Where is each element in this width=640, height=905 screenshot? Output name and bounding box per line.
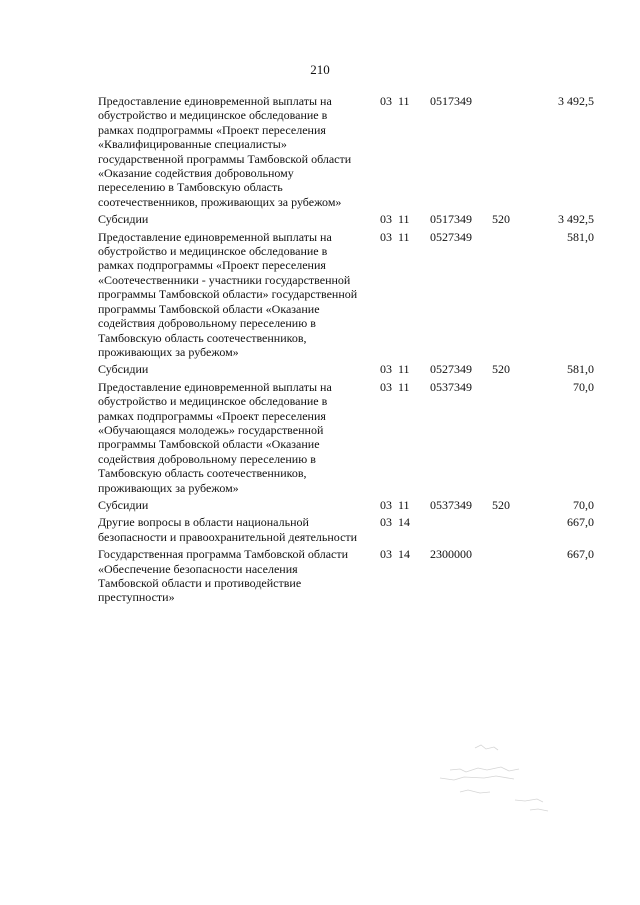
- row-name: Субсидии: [98, 212, 149, 227]
- row-expense-type: 520: [492, 212, 510, 227]
- row-expense-type: [492, 515, 536, 547]
- table-row: [98, 498, 594, 515]
- table-row: [98, 94, 594, 212]
- row-name: Субсидии: [98, 362, 149, 377]
- row-expense-type: [492, 94, 536, 212]
- table-row: [98, 212, 594, 229]
- row-section: 03 14: [380, 547, 410, 562]
- row-amount: 70,0: [573, 379, 594, 394]
- row-amount: 667,0: [567, 547, 594, 562]
- row-name: Государственная программа Тамбовской области «Обеспечение безопасности населения Тамбовской области и противодействие преступности»: [98, 547, 349, 605]
- row-expense-type: [492, 230, 536, 363]
- table-row: [98, 362, 594, 379]
- row-amount: 581,0: [567, 229, 594, 244]
- row-amount: 3 492,5: [558, 212, 594, 227]
- row-expense-type: [492, 547, 536, 608]
- row-section: 03 11: [380, 229, 410, 244]
- row-section: 03 11: [380, 362, 410, 377]
- row-name: Предоставление единовременной выплаты на обустройство и медицинское обследование в рамках подпрограммы «Проект переселения «Квалифицированные специалисты» государственной программы Тамбовской области «Оказание содействия добровольному переселению в Тамбовскую область соотечественников, проживающих за рубежом»: [98, 94, 352, 209]
- budget-table: [98, 94, 594, 608]
- row-amount: 3 492,5: [558, 94, 594, 108]
- row-target-article: 0517349: [430, 212, 472, 227]
- row-target-article: 0517349: [430, 94, 472, 108]
- row-target-article: 0527349: [430, 229, 472, 244]
- row-expense-type: 520: [492, 362, 510, 377]
- row-name: Субсидии: [98, 497, 149, 512]
- row-target-article: 0527349: [430, 362, 472, 377]
- row-target-article: [430, 515, 492, 547]
- row-section: 03 14: [380, 515, 410, 530]
- row-name: Предоставление единовременной выплаты на обустройство и медицинское обследование в рамках подпрограммы «Проект переселения «Обучающаяся молодежь» государственной программы Тамбовской области «Оказание содействия добровольному переселению в Тамбовскую область соотечественников, проживающих за рубежом»: [98, 379, 332, 495]
- faint-stamp-marks: [420, 730, 570, 820]
- row-amount: 70,0: [573, 497, 594, 512]
- row-amount: 581,0: [567, 362, 594, 377]
- row-expense-type: [492, 380, 536, 498]
- table-row: [98, 515, 594, 547]
- table-row: [98, 230, 594, 363]
- page-number: 210: [310, 62, 330, 77]
- row-target-article: 0537349: [430, 497, 472, 512]
- row-amount: 667,0: [567, 515, 594, 530]
- row-section: 03 11: [380, 212, 410, 227]
- row-section: 03 11: [380, 379, 410, 394]
- row-name: Другие вопросы в области национальной безопасности и правоохранительной деятельности: [98, 515, 358, 544]
- table-row: [98, 547, 594, 608]
- row-target-article: 0537349: [430, 379, 472, 394]
- row-name: Предоставление единовременной выплаты на обустройство и медицинское обследование в рамках подпрограммы «Проект переселения «Соотечественники - участники государственной программы Тамбовской области» государственной программы Тамбовской области «Оказание содействия добровольному переселению в Тамбовскую область соотечественников, проживающих за рубежом»: [98, 229, 358, 359]
- row-target-article: 2300000: [430, 547, 472, 562]
- row-section: 03 11: [380, 497, 410, 512]
- row-expense-type: 520: [492, 497, 510, 512]
- row-section: 03 11: [380, 94, 410, 108]
- table-row: [98, 380, 594, 498]
